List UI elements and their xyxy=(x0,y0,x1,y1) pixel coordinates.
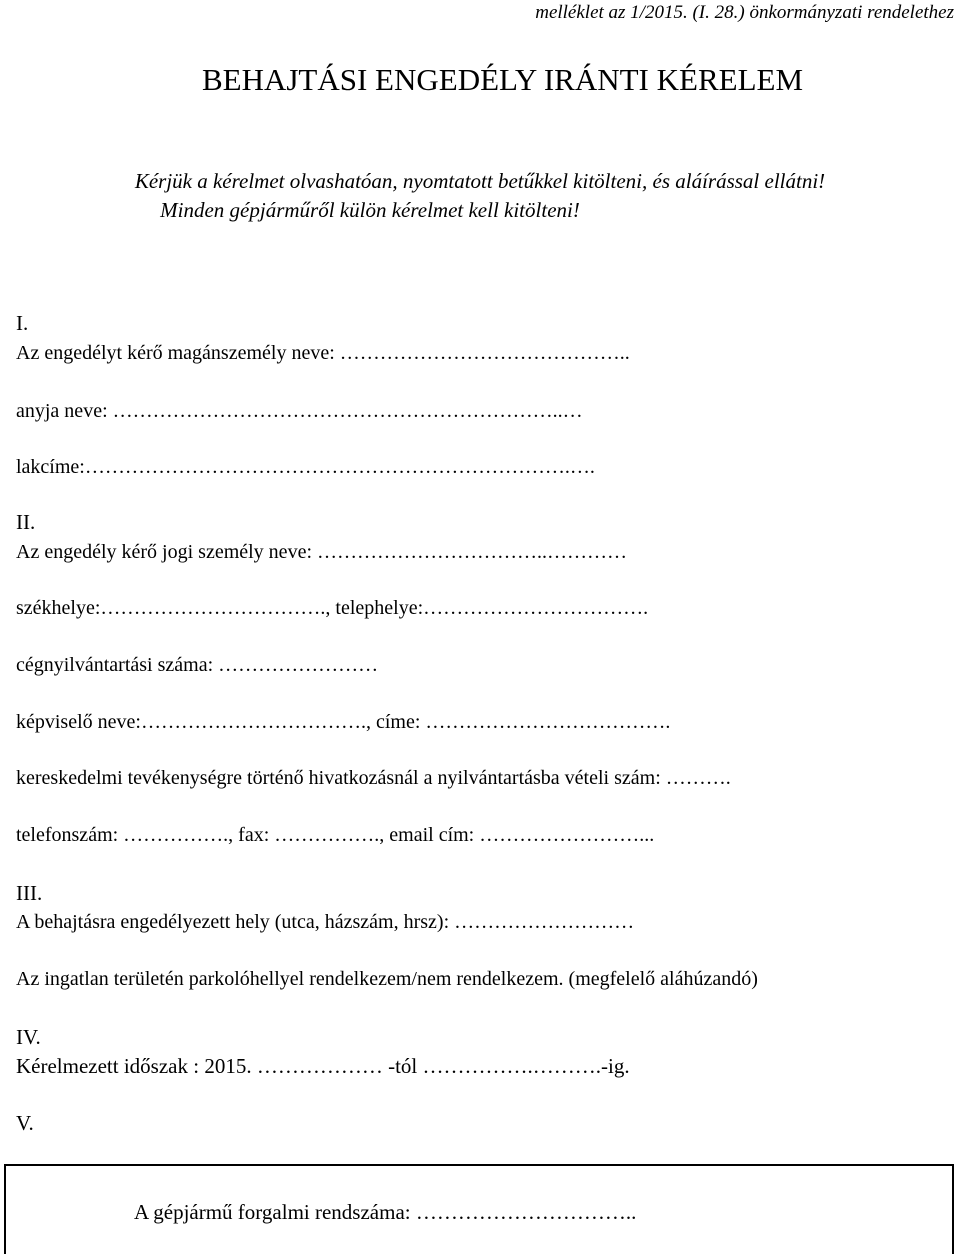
page-title: BEHAJTÁSI ENGEDÉLY IRÁNTI KÉRELEM xyxy=(201,62,804,97)
instruction-line-2: Minden gépjárműről külön kérelmet kell kitölteni! xyxy=(160,198,580,222)
vehicle-plate-box xyxy=(4,1164,954,1254)
parking-statement: Az ingatlan területén parkolóhellyel rendelkezem/nem rendelkezem. (megfelelő aláhúzandó) xyxy=(16,968,758,990)
section-2-heading: II. xyxy=(16,510,36,534)
address-field[interactable]: lakcíme:……………………………………………………………….…. xyxy=(16,456,595,478)
trade-registration-number-field[interactable]: kereskedelmi tevékenységre történő hivatkozásnál a nyilvántartásba vételi szám: ………. xyxy=(16,767,731,789)
company-registry-number-field[interactable]: cégnyilvántartási száma: …………………… xyxy=(16,654,379,676)
requested-period-field[interactable]: Kérelmezett időszak : 2015. ……………… -tól …………….……….-ig. xyxy=(16,1054,630,1078)
mother-name-field[interactable]: anyja neve: …………………………………………………………..… xyxy=(16,400,583,422)
legal-entity-name-field[interactable]: Az engedély kérő jogi személy neve: ……………………………..………… xyxy=(16,541,627,563)
annex-reference: melléklet az 1/2015. (I. 28.) önkormányzati rendelethez xyxy=(535,2,954,23)
section-1-heading: I. xyxy=(16,311,29,335)
section-3-heading: III. xyxy=(16,881,43,905)
seat-site-field[interactable]: székhelye:……………………………., telephelye:……………………………. xyxy=(16,597,649,619)
section-5-heading: V. xyxy=(16,1111,34,1135)
private-person-name-field[interactable]: Az engedélyt kérő magánszemély neve: …………………………………….. xyxy=(16,342,630,364)
instruction-line-1: Kérjük a kérelmet olvashatóan, nyomtatott betűkkel kitölteni, és aláírással ellátni! xyxy=(134,169,826,193)
vehicle-plate-field[interactable]: A gépjármű forgalmi rendszáma: ………………………….. xyxy=(134,1200,637,1224)
section-4-heading: IV. xyxy=(16,1025,41,1049)
contact-field[interactable]: telefonszám: ……………., fax: ……………., email cím: ……………………... xyxy=(16,824,655,846)
permitted-place-field[interactable]: A behajtásra engedélyezett hely (utca, házszám, hrsz): ……………………… xyxy=(16,911,635,933)
representative-field[interactable]: képviselő neve:……………………………., címe: ………………………………. xyxy=(16,711,671,733)
